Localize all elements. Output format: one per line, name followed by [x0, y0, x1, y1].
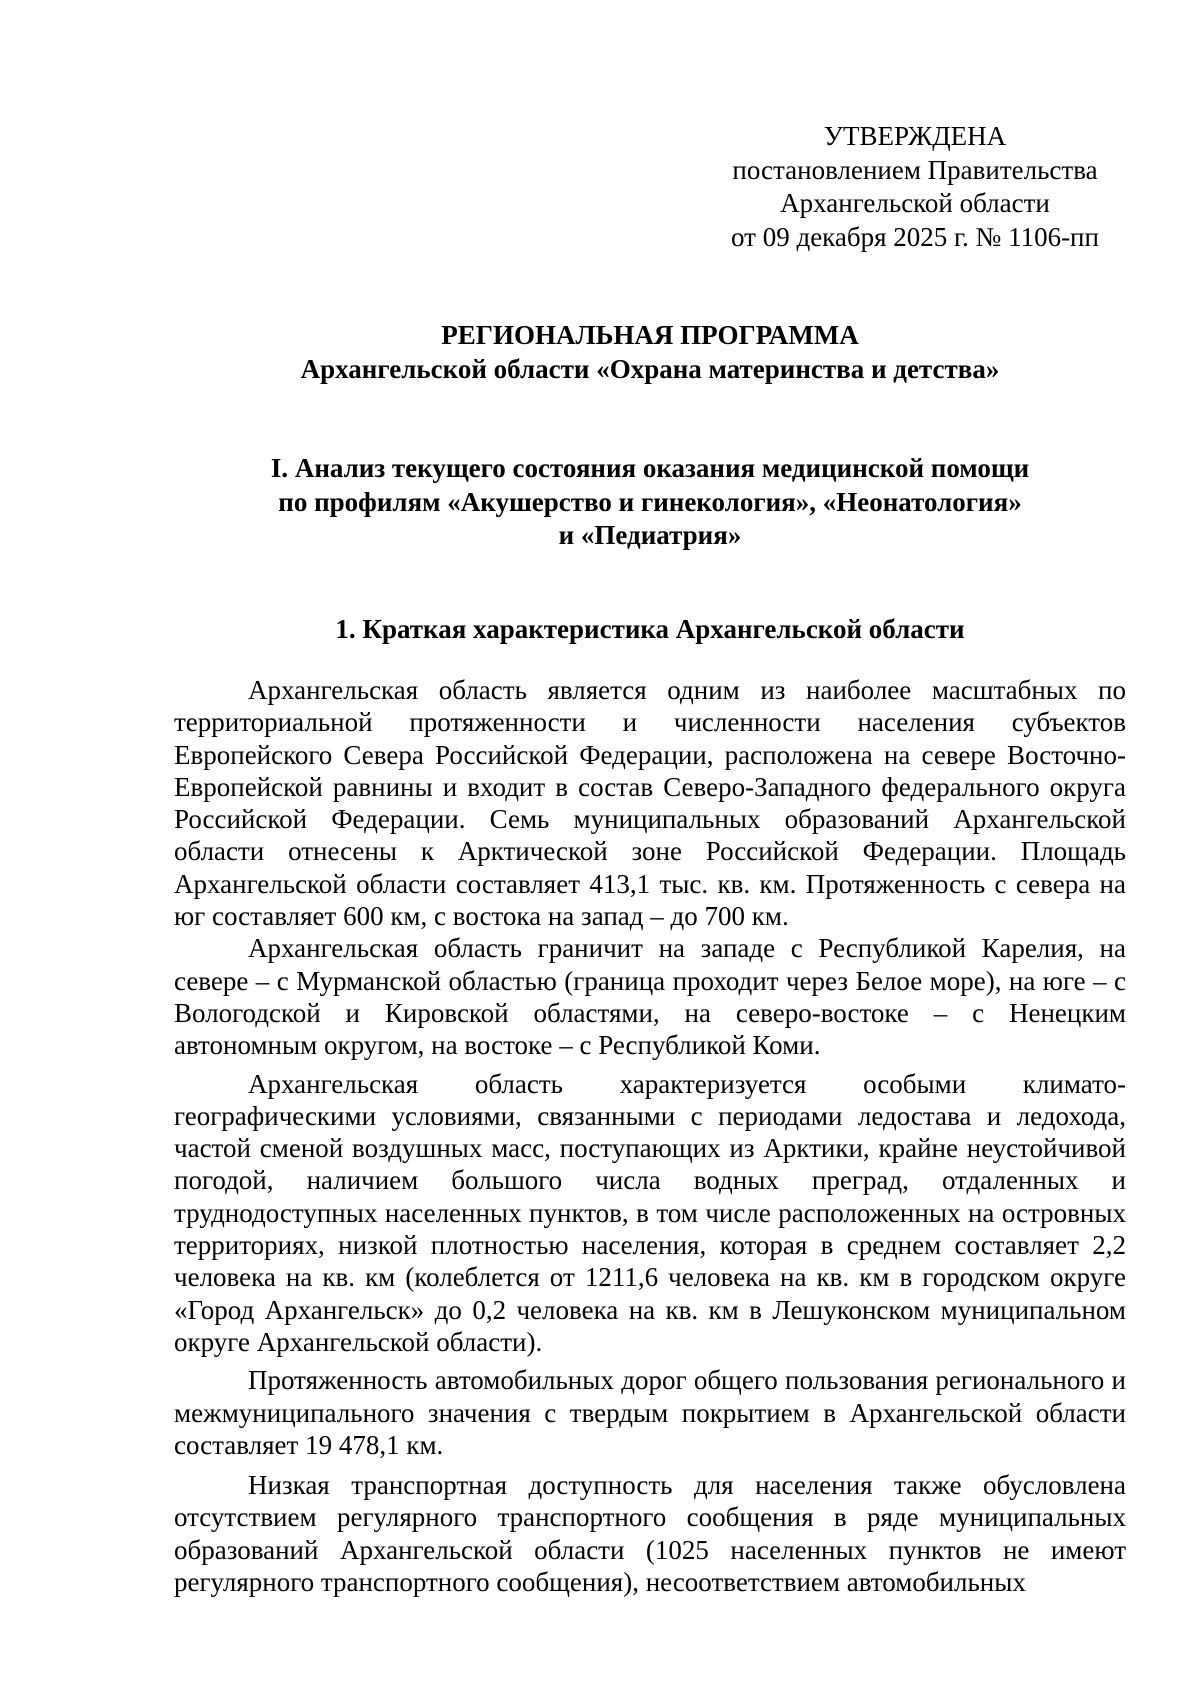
subsection-heading: 1. Краткая характеристика Архангельской области: [335, 614, 965, 644]
approval-line-approved: УТВЕРЖДЕНА: [823, 121, 1007, 151]
body-text: [174, 674, 1126, 1598]
document-title: [180, 318, 1120, 386]
approval-line-resolution: постановлением Правительства: [732, 154, 1098, 185]
section-heading-line-3: и «Педиатрия»: [558, 520, 742, 550]
paragraph-transport-access: Низкая транспортная доступность для населения также обусловлена отсутствием регулярного транспортного сообщения в ряде муниципальных образований Архангельской области (1025 населенных пунктов не имеют регулярного транспортного сообщения), несоответствием автомобильных: [174, 1470, 1126, 1598]
paragraph-climate-geography: Архангельская область характеризуется особыми климато-географическими условиями, связанными с периодами ледостава и ледохода, частой сменой воздушных масс, поступающих из Арктики, крайне неустойчивой погодой, наличием большого числа водных преград, отдаленных и труднодоступных населенных пунктов, в том числе расположенных на островных территориях, низкой плотностью населения, которая в среднем составляет 2,2 человека на кв. км (колеблется от 1211,6 человека на кв. км в городском округе «Город Архангельск» до 0,2 человека на кв. км в Лешуконском муниципальном округе Архангельской области).: [174, 1068, 1126, 1357]
paragraph-roads: Протяженность автомобильных дорог общего пользования регионального и межмуниципального значения с твердым покрытием в Архангельской области составляет 19 478,1 км.: [174, 1365, 1126, 1460]
paragraph-region-overview: Архангельская область является одним из наиболее масштабных по территориальной протяженности и численности населения субъектов Европейского Севера Российской Федерации, расположена на севере Восточно-Европейской равнины и входит в состав Северо-Западного федерального округа Российской Федерации. Семь муниципальных образований Архангельской области отнесены к Арктической зоне Российской Федерации. Площадь Архангельской области составляет 413,1 тыс. кв. км. Протяженность с севера на юг составляет 600 км, с востока на запад – до 700 км.: [174, 675, 1126, 932]
title-line-program: РЕГИОНАЛЬНАЯ ПРОГРАММА: [441, 320, 859, 350]
approval-line-region: Архангельской области: [780, 188, 1050, 218]
section-heading-line-1: I. Анализ текущего состояния оказания медицинской помощи: [270, 453, 1030, 483]
section-heading-line-2: по профилям «Акушерство и гинекология», «Неонатология»: [278, 486, 1022, 517]
approval-line-date-number: от 09 декабря 2025 г. № 1106-пп: [731, 221, 1099, 252]
title-line-name: Архангельской области «Охрана материнства и детства»: [300, 354, 1000, 384]
section-heading: [180, 452, 1120, 553]
approval-stamp-block: [690, 120, 1140, 254]
paragraph-borders: Архангельская область граничит на западе с Республикой Карелия, на севере – с Мурманской областью (граница проходит через Белое море), на юге – с Вологодской и Кировской областями, на северо-востоке – с Ненецким автономным округом, на востоке – с Республикой Коми.: [174, 933, 1126, 1061]
